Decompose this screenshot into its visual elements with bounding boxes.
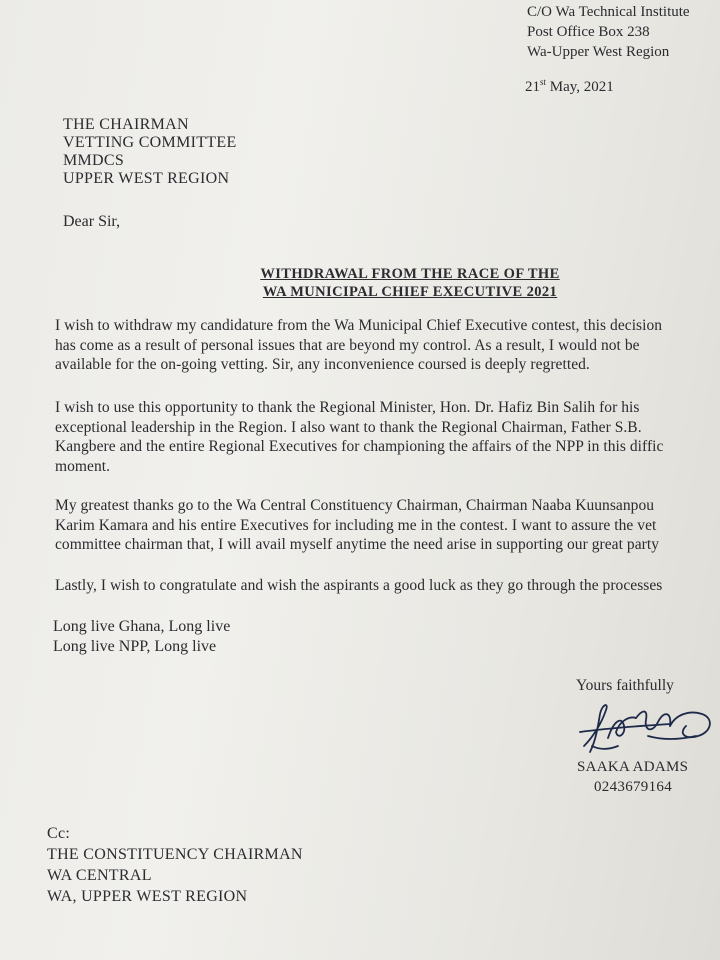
cc-label: Cc: [47, 825, 71, 842]
body-line: committee chairman that, I will avail myself anytime the need arise in supporting our great party [55, 536, 659, 553]
sender-address-line: Wa-Upper West Region [527, 44, 670, 60]
closing-line: Long live Ghana, Long live [53, 618, 231, 635]
date-rest: May, 2021 [546, 79, 614, 95]
signer-name: SAAKA ADAMS [577, 759, 689, 775]
sender-address-line: C/O Wa Technical Institute [527, 4, 690, 20]
body-line: My greatest thanks go to the Wa Central Constituency Chairman, Chairman Naaba Kuunsanpou [55, 497, 655, 514]
signer-block [577, 757, 688, 797]
letter-date [525, 77, 614, 96]
sender-address [527, 2, 690, 62]
recipient-address [63, 116, 237, 188]
body-line: Kangbere and the entire Regional Executives for championing the affairs of the NPP in this diffic [55, 438, 664, 455]
cc-line: WA CENTRAL [47, 867, 152, 884]
date-suffix: st [540, 77, 547, 87]
recipient-line: UPPER WEST REGION [63, 170, 230, 187]
body-line: exceptional leadership in the Region. I also want to thank the Regional Chairman, Father S.B. [55, 418, 642, 436]
body-paragraph-3 [55, 496, 659, 555]
subject-heading [230, 265, 590, 301]
signoff: Yours faithfully [576, 677, 674, 694]
body-line: moment. [55, 457, 111, 475]
body-line: available for the on-going vetting. Sir, any inconvenience coursed is deeply regretted. [55, 356, 590, 373]
recipient-line: THE CHAIRMAN [63, 116, 189, 133]
recipient-line: MMDCS [63, 152, 125, 169]
body-paragraph-2 [55, 398, 663, 476]
cc-line: THE CONSTITUENCY CHAIRMAN [47, 846, 303, 863]
body-line: has come as a result of personal issues that are beyond my control. As a result, I would not be [55, 336, 640, 354]
body-paragraph-4 [55, 576, 662, 596]
sender-address-line: Post Office Box 238 [527, 24, 650, 40]
salutation: Dear Sir, [63, 213, 121, 230]
cc-block [47, 823, 303, 907]
body-line: I wish to use this opportunity to thank the Regional Minister, Hon. Dr. Hafiz Bin Salih for his [55, 399, 640, 416]
date-day: 21 [525, 79, 540, 95]
body-paragraph-1 [55, 316, 662, 375]
body-line: Karim Kamara and his entire Executives for including me in the contest. I want to assure the vet [55, 516, 657, 534]
closing-line: Long live NPP, Long live [53, 638, 217, 655]
signer-phone: 0243679164 [594, 779, 672, 795]
closing-remarks [53, 617, 230, 657]
recipient-line: VETTING COMMITTEE [63, 134, 237, 151]
handwritten-signature [578, 696, 720, 756]
subject-line: WITHDRAWAL FROM THE RACE OF THE [260, 266, 560, 282]
subject-line: WA MUNICIPAL CHIEF EXECUTIVE 2021 [262, 284, 558, 300]
cc-line: WA, UPPER WEST REGION [47, 888, 248, 905]
body-line: I wish to withdraw my candidature from the Wa Municipal Chief Executive contest, this decision [55, 317, 663, 334]
body-line: Lastly, I wish to congratulate and wish the aspirants a good luck as they go through the processes [55, 577, 663, 594]
